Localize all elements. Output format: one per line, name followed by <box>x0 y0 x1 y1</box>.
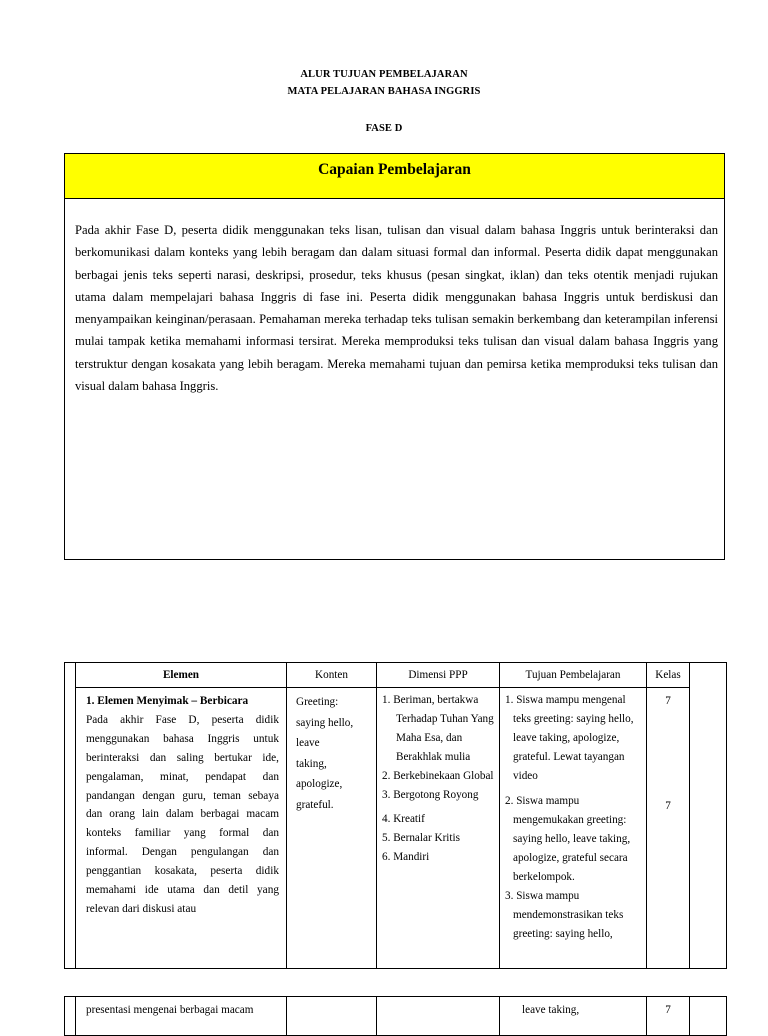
capaian-pembelajaran-text: Pada akhir Fase D, peserta didik menggunakan teks lisan, tulisan dan visual dalam bahasa Inggris untuk berinteraksi dan berkomunikasi dalam konteks yang lebih beragam dan dalam situasi formal dan informal. Peserta didik dapat menggunakan berbagai jenis teks seperti narasi, deskripsi, prosedur, teks khusus (pesan singkat, iklan) dan teks otentik menjadi rujukan utama dalam mempelajari bahasa Inggris di fase ini. Peserta didik menggunakan bahasa Inggris untuk berdiskusi dan menyampaikan keinginan/perasaan. Pemahaman mereka terhadap teks tulisan semakin berkembang dan keterampilan inferensi mulai tampak ketika memahami informasi tersirat. Mereka memproduksi teks tulisan dan visual dalam bahasa Inggris yang terstruktur dengan kosakata yang lebih beragam. Mereka memahami tujuan dan pemirsa ketika memproduksi teks tulisan dan visual dalam bahasa Inggris. <box>75 223 718 394</box>
header-kelas: Kelas <box>647 663 690 688</box>
konten-cell-continued <box>287 997 377 1036</box>
konten-cell <box>287 688 377 969</box>
kelas-cell-continued <box>647 997 690 1036</box>
dimensi-cell-continued <box>377 997 500 1036</box>
konten-line: taking, <box>296 757 327 770</box>
capaian-pembelajaran-box <box>64 153 725 560</box>
tujuan-item-continued: leave taking, <box>522 1004 580 1016</box>
header-dimensi: Dimensi PPP <box>377 663 500 688</box>
dimensi-item: 4. Kreatif <box>382 813 425 825</box>
table-margin-right <box>690 663 727 969</box>
tujuan-item: 2. Siswa mampu mengemukakan greeting: saying hello, leave taking, apologize, grateful secara berkelompok. <box>505 795 631 883</box>
table-margin-right <box>690 997 727 1036</box>
capaian-pembelajaran-title: Capaian Pembelajaran <box>65 154 724 199</box>
dimensi-item: 2. Berkebinekaan Global <box>382 770 494 782</box>
kelas-value: 7 <box>665 800 671 812</box>
tujuan-item: 1. Siswa mampu mengenal teks greeting: saying hello, leave taking, apologize, grateful. Lewat tayangan video <box>505 694 634 782</box>
dimensi-cell <box>377 688 500 969</box>
tujuan-cell-continued <box>500 997 647 1036</box>
elemen-title: 1. Elemen Menyimak – Berbicara <box>86 695 249 707</box>
elemen-cell-continued <box>76 997 287 1036</box>
dimensi-item: 1. Beriman, bertakwa Terhadap Tuhan Yang Maha Esa, dan Berakhlak mulia <box>382 694 494 763</box>
header-konten: Konten <box>287 663 377 688</box>
dimensi-item: 5. Bernalar Kritis <box>382 832 460 844</box>
document-subject: MATA PELAJARAN BAHASA INGGRIS <box>287 86 481 97</box>
table-margin-left <box>65 997 76 1036</box>
kelas-value: 7 <box>665 695 671 707</box>
header-tujuan: Tujuan Pembelajaran <box>500 663 647 688</box>
dimensi-item: 3. Bergotong Royong <box>382 789 479 801</box>
konten-line: saying hello, <box>296 716 354 729</box>
elemen-cell <box>76 688 287 969</box>
header-elemen: Elemen <box>76 663 287 688</box>
learning-objectives-table-continued <box>64 996 727 1036</box>
dimensi-item: 6. Mandiri <box>382 851 430 863</box>
document-phase: FASE D <box>365 123 403 134</box>
konten-line: apologize, <box>296 778 343 790</box>
tujuan-item: 3. Siswa mampu mendemonstrasikan teks greeting: saying hello, <box>505 890 624 940</box>
konten-line: Greeting: <box>296 696 339 708</box>
kelas-cell <box>647 688 690 969</box>
konten-line: grateful. <box>296 798 334 811</box>
tujuan-cell <box>500 688 647 969</box>
elemen-description: Pada akhir Fase D, peserta didik menggunakan bahasa Inggris untuk berinteraksi dan saling bertukar ide, pengalaman, minat, pendapat dan pandangan dengan guru, teman sebaya dan orang lain dalam berbagai macam konteks familiar yang formal dan informal. Dengan pengulangan dan penggantian kosakata, peserta didik memahami ide utama dan detil yang relevan dari diskusi atau <box>86 713 279 915</box>
konten-line: leave <box>296 737 320 749</box>
document-title: ALUR TUJUAN PEMBELAJARAN <box>300 69 468 80</box>
kelas-value: 7 <box>665 1004 671 1016</box>
elemen-description-continued: presentasi mengenai berbagai macam <box>86 1004 254 1016</box>
table-margin-left <box>65 663 76 969</box>
learning-objectives-table <box>64 662 727 969</box>
